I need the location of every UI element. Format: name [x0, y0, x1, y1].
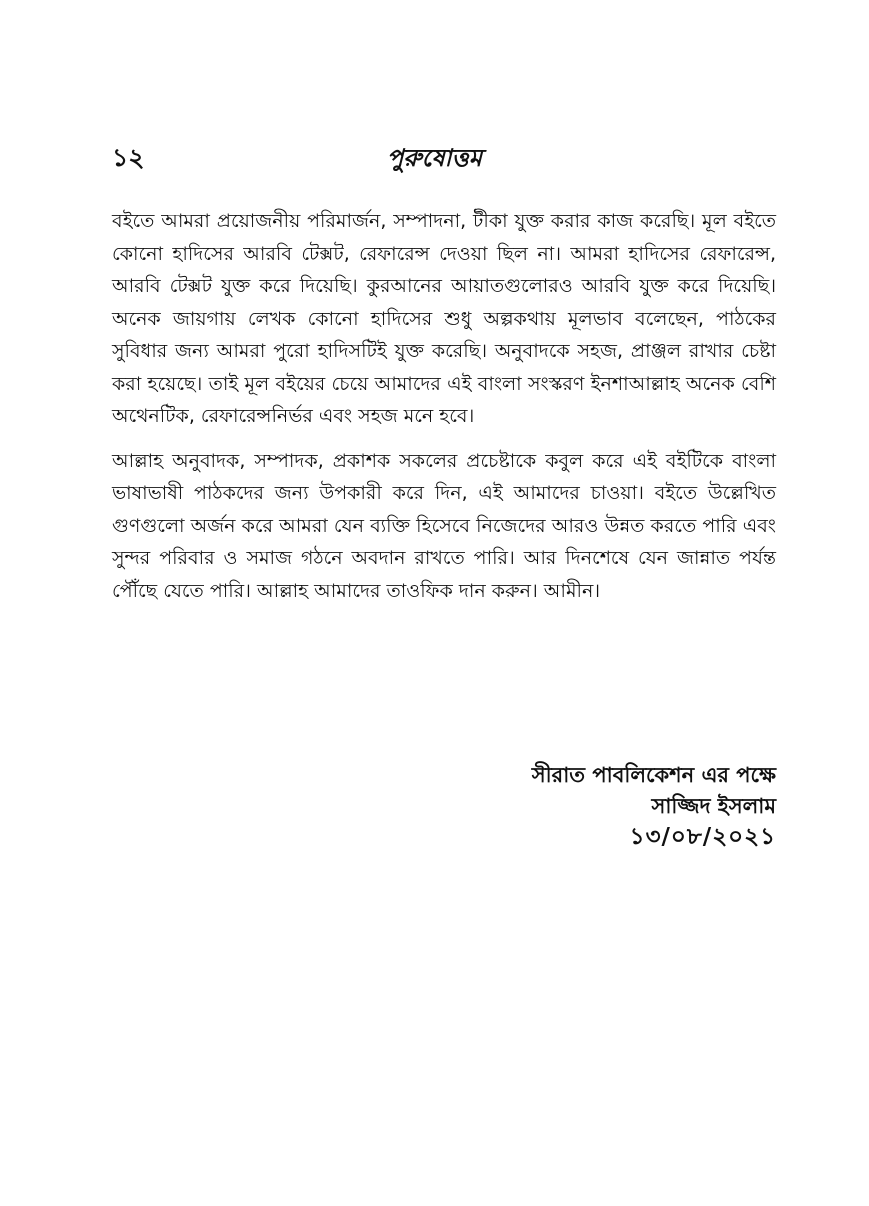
page-number: ১২	[112, 143, 145, 172]
paragraph-1: বইতে আমরা প্রয়োজনীয় পরিমার্জন, সম্পাদনা, টীকা যুক্ত করার কাজ করেছি। মূল বইতে কোনো হাদিসের আরবি টেক্সট, রেফারেন্স দেওয়া ছিল না। আমরা হাদিসের রেফারেন্স, আরবি টেক্সট যুক্ত করে দিয়েছি। কুরআনের আয়াতগুলোরও আরবি যুক্ত করে দিয়েছি। অনেক জায়গায় লেখক কোনো হাদিসের শুধু অল্পকথায় মূলভাব বলেছেন, পাঠকের সুবিধার জন্য আমরা পুরো হাদিসটিই যুক্ত করেছি। অনুবাদকে সহজ, প্রাঞ্জল রাখার চেষ্টা করা হয়েছে। তাই মূল বইয়ের চেয়ে আমাদের এই বাংলা সংস্করণ ইনশাআল্লাহ অনেক বেশি অথেনটিক, রেফারেন্সনির্ভর এবং সহজ মনে হবে।	[112, 210, 776, 427]
body-text	[112, 205, 776, 607]
signature-publisher: সীরাত পাবলিকেশন এর পক্ষে	[531, 763, 776, 787]
signature-date: ১৩/০৮/২০২১	[629, 824, 776, 850]
paragraph-2: আল্লাহ অনুবাদক, সম্পাদক, প্রকাশক সকলের প্রচেষ্টাকে কবুল করে এই বইটিকে বাংলা ভাষাভাষী পাঠকদের জন্য উপকারী করে দিন, এই আমাদের চাওয়া। বইতে উল্লেখিত গুণগুলো অর্জন করে আমরা যেন ব্যক্তি হিসেবে নিজেদের আরও উন্নত করতে পারি এবং সুন্দর পরিবার ও সমাজ গঠনে অবদান রাখতে পারি। আর দিনশেষে যেন জান্নাত পর্যন্ত পৌঁছে যেতে পারি। আল্লাহ আমাদের তাওফিক দান করুন। আমীন।	[112, 449, 776, 602]
running-title: পুরুষোত্তম	[386, 144, 483, 172]
signature-name: সাজ্জিদ ইসলাম	[651, 794, 776, 818]
signature-block	[532, 760, 776, 853]
